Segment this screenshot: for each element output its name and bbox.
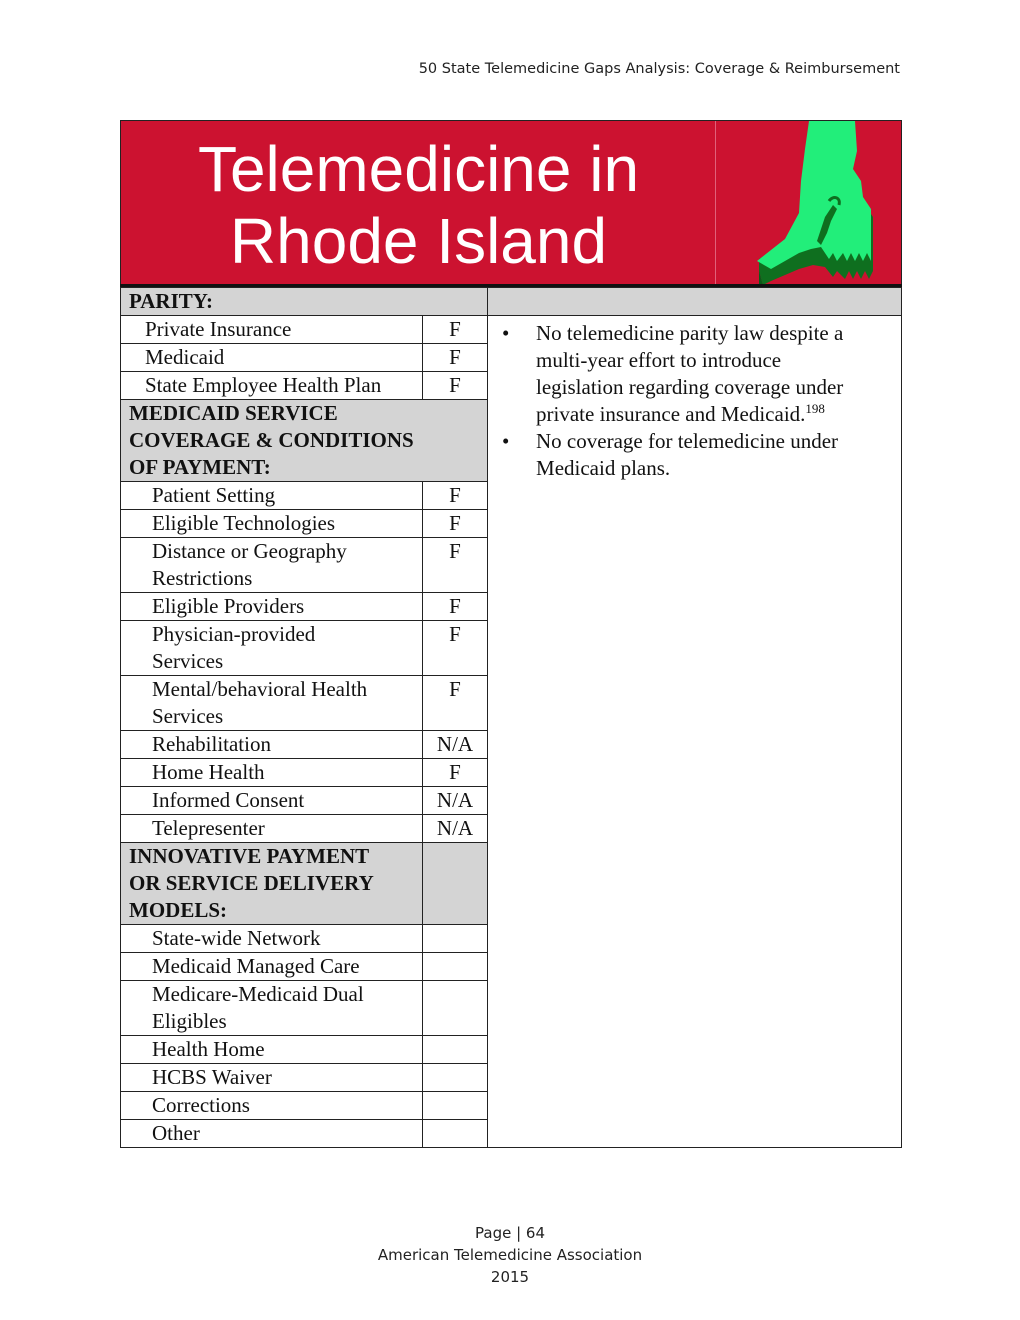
row-label: Other <box>121 1120 423 1148</box>
row-label <box>121 621 423 676</box>
heading-line: OR SERVICE DELIVERY <box>129 871 374 895</box>
label-line: Services <box>152 649 224 673</box>
row-label: Health Home <box>121 1036 423 1064</box>
row-value: N/A <box>423 815 488 843</box>
row-value: F <box>423 510 488 538</box>
section-heading-medicaid <box>121 400 488 482</box>
note-line: No coverage for telemedicine under <box>536 429 839 453</box>
heading-line: MEDICAID SERVICE <box>129 401 338 425</box>
row-label: Medicaid <box>121 344 423 372</box>
row-label: Corrections <box>121 1092 423 1120</box>
row-value: F <box>423 482 488 510</box>
note-line: No telemedicine parity law despite a <box>536 321 844 345</box>
row-value <box>423 1120 488 1148</box>
row-label: Patient Setting <box>121 482 423 510</box>
row-value <box>423 1064 488 1092</box>
footer-organization: American Telemedicine Association <box>377 1246 643 1264</box>
label-line: Medicare-Medicaid Dual <box>152 982 364 1006</box>
bullet: • <box>502 429 510 453</box>
label-line: Mental/behavioral Health <box>152 677 368 701</box>
row-label: HCBS Waiver <box>121 1064 423 1092</box>
note-line: multi-year effort to introduce <box>536 348 782 372</box>
footer-year: 2015 <box>490 1268 530 1286</box>
state-banner <box>120 120 902 285</box>
heading-line: MODELS: <box>129 898 228 922</box>
notes-cell <box>488 316 902 1148</box>
label-line: Eligibles <box>152 1009 227 1033</box>
note-item <box>502 320 883 428</box>
row-label: Rehabilitation <box>121 731 423 759</box>
row-value: F <box>423 344 488 372</box>
row-label: State-wide Network <box>121 925 423 953</box>
page-footer <box>0 1222 1020 1288</box>
section-heading-parity: PARITY: <box>121 288 488 316</box>
rhode-island-map-icon <box>741 121 881 285</box>
row-value: N/A <box>423 731 488 759</box>
parity-heading-row <box>121 288 902 316</box>
row-value <box>423 1036 488 1064</box>
row-value: F <box>423 759 488 787</box>
row-value <box>423 1092 488 1120</box>
row-value: F <box>423 538 488 593</box>
row-label: State Employee Health Plan <box>121 372 423 400</box>
row-label <box>121 981 423 1036</box>
note-line: legislation regarding coverage under <box>536 375 844 399</box>
row-value <box>423 925 488 953</box>
row-label: Home Health <box>121 759 423 787</box>
heading-line: COVERAGE & CONDITIONS <box>129 428 414 452</box>
row-label: Private Insurance <box>121 316 423 344</box>
banner-title-line2: Rhode Island <box>229 205 608 277</box>
notes-list <box>502 320 883 482</box>
table-row <box>121 316 902 344</box>
note-item <box>502 428 883 482</box>
page-number: Page | 64 <box>475 1224 545 1242</box>
label-line: Restrictions <box>152 566 253 590</box>
note-line: private insurance and Medicaid. <box>536 402 806 426</box>
row-value: F <box>423 676 488 731</box>
bullet: • <box>502 321 510 345</box>
section-heading-value-cell <box>423 843 488 925</box>
row-label: Eligible Providers <box>121 593 423 621</box>
banner-divider <box>715 121 716 285</box>
label-line: Services <box>152 704 224 728</box>
label-line: Physician-provided <box>152 622 316 646</box>
banner-title-line1: Telemedicine in <box>197 133 640 205</box>
row-value: F <box>423 372 488 400</box>
heading-line: OF PAYMENT: <box>129 455 271 479</box>
footnote-ref: 198 <box>805 401 825 416</box>
row-label: Medicaid Managed Care <box>121 953 423 981</box>
row-label: Eligible Technologies <box>121 510 423 538</box>
notes-header-cell <box>488 288 902 316</box>
banner-title <box>121 133 716 277</box>
telemedicine-table <box>120 287 902 1148</box>
row-label <box>121 676 423 731</box>
row-value: F <box>423 621 488 676</box>
section-heading-innovative <box>121 843 423 925</box>
row-value: N/A <box>423 787 488 815</box>
row-value: F <box>423 316 488 344</box>
note-line: Medicaid plans. <box>536 456 671 480</box>
row-value: F <box>423 593 488 621</box>
row-label: Informed Consent <box>121 787 423 815</box>
label-line: Distance or Geography <box>152 539 347 563</box>
row-value <box>423 981 488 1036</box>
heading-line: INNOVATIVE PAYMENT <box>129 844 370 868</box>
row-value <box>423 953 488 981</box>
running-header: 50 State Telemedicine Gaps Analysis: Coverage & Reimbursement <box>418 61 900 77</box>
row-label <box>121 538 423 593</box>
row-label: Telepresenter <box>121 815 423 843</box>
